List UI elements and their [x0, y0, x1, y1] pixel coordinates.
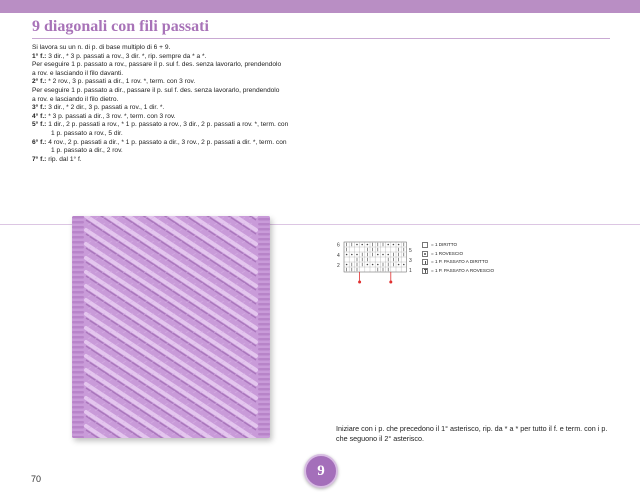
purl-stitch-mark [372, 264, 374, 266]
top-color-bar [0, 0, 640, 13]
chart-legend [422, 241, 494, 275]
knit-texture [72, 216, 270, 438]
row-number: 1 [409, 268, 412, 274]
page-number: 70 [31, 474, 42, 484]
rov-icon [422, 251, 428, 257]
purl-stitch-mark [346, 254, 348, 256]
instruction-line: 1 p. passato a dir., 2 rov. [51, 147, 123, 155]
instruction-line: 1 p. passato a rov., 5 dir. [51, 129, 123, 137]
purl-stitch-mark [377, 254, 379, 256]
dir-icon [422, 242, 428, 248]
page-title: 9 diagonali con fili passati [32, 18, 209, 35]
legend-item [422, 241, 494, 250]
row-number: 6 [337, 242, 340, 249]
slip-rov-icon [422, 268, 428, 274]
row-number: 5 [409, 248, 412, 254]
purl-stitch-mark [382, 254, 384, 256]
instruction-line: Si lavora su un n. di p. di base multiplo di 6 + 9. [32, 44, 171, 51]
instructions-block [32, 44, 337, 164]
instruction-line: a rov. e lasciando il filo dietro. [32, 95, 119, 103]
instruction-line: 7° f.: rip. dal 1° f. [32, 155, 82, 163]
instruction-line: 2° f.: * 2 rov., 3 p. passati a dir., 1 rov. *, term. con 3 rov. [32, 78, 196, 86]
purl-stitch-mark [393, 244, 395, 246]
instruction-line: 5° f.: 1 dir., 2 p. passati a rov., * 1 p. passato a rov., 3 dir., 2 p. passati a rov. *, term. con [32, 121, 289, 129]
instruction-line: 3° f.: 3 dir., * 2 dir., 3 p. passati a rov., 1 dir. *. [32, 104, 165, 112]
purl-stitch-mark [356, 244, 358, 246]
purl-stitch-mark [346, 264, 348, 266]
stitch-chart-grid [335, 241, 415, 287]
legend-item [422, 267, 494, 276]
purl-stitch-mark [398, 244, 400, 246]
purl-stitch-mark [367, 244, 369, 246]
knitted-swatch-photo [72, 216, 270, 438]
pattern-number-badge: 9 [304, 454, 338, 488]
legend-item [422, 250, 494, 259]
row-number: 3 [409, 258, 412, 264]
instruction-line: 1° f.: 3 dir., * 3 p. passati a rov., 3 dir. *, rip. sempre da * a *. [32, 52, 207, 60]
row-number: 2 [337, 263, 340, 269]
purl-stitch-mark [367, 264, 369, 266]
legend-label: = 1 P. PASSATO A DIRITTO [431, 259, 489, 264]
slip-dir-icon [422, 259, 428, 265]
repeat-marker-dot [389, 281, 392, 284]
purl-stitch-mark [361, 244, 363, 246]
purl-stitch-mark [387, 244, 389, 246]
legend-label: = 1 ROVESCIO [431, 250, 464, 256]
purl-stitch-mark [351, 254, 353, 256]
purl-stitch-mark [387, 254, 389, 256]
purl-stitch-mark [403, 264, 405, 266]
title-divider [32, 38, 610, 39]
legend-label: = 1 P. PASSATO A ROVESCIO [431, 267, 495, 273]
stitch-chart [335, 241, 415, 292]
purl-stitch-mark [398, 264, 400, 266]
instruction-line: Per eseguire 1 p. passato a rov., passare il p. sul f. des. senza lavorarlo, prendendolo [32, 61, 282, 69]
instruction-line: 6° f.: 4 rov., 2 p. passati a dir., * 1 p. passato a dir., 3 rov., 2 p. passati a dir. *, term. con [32, 138, 287, 146]
purl-stitch-mark [356, 254, 358, 256]
legend-label: = 1 DIRITTO [431, 242, 458, 247]
instruction-line: a rov. e lasciando il filo davanti. [32, 69, 124, 77]
repeat-marker-dot [358, 281, 361, 284]
instruction-line: Per eseguire 1 p. passato a dir., passare il p. sul f. des. senza lavorarlo, prendendolo [32, 86, 280, 94]
row-number: 4 [337, 253, 340, 259]
chart-note: Iniziare con i p. che precedono il 1° asterisco, rip. da * a * per tutto il f. e term. con i p. che seguono il 2° asterisco. [336, 424, 608, 443]
instruction-line: 4° f.: * 3 p. passati a dir., 3 rov. *, term. con 3 rov. [32, 112, 176, 120]
legend-item [422, 258, 494, 267]
purl-stitch-mark [377, 264, 379, 266]
